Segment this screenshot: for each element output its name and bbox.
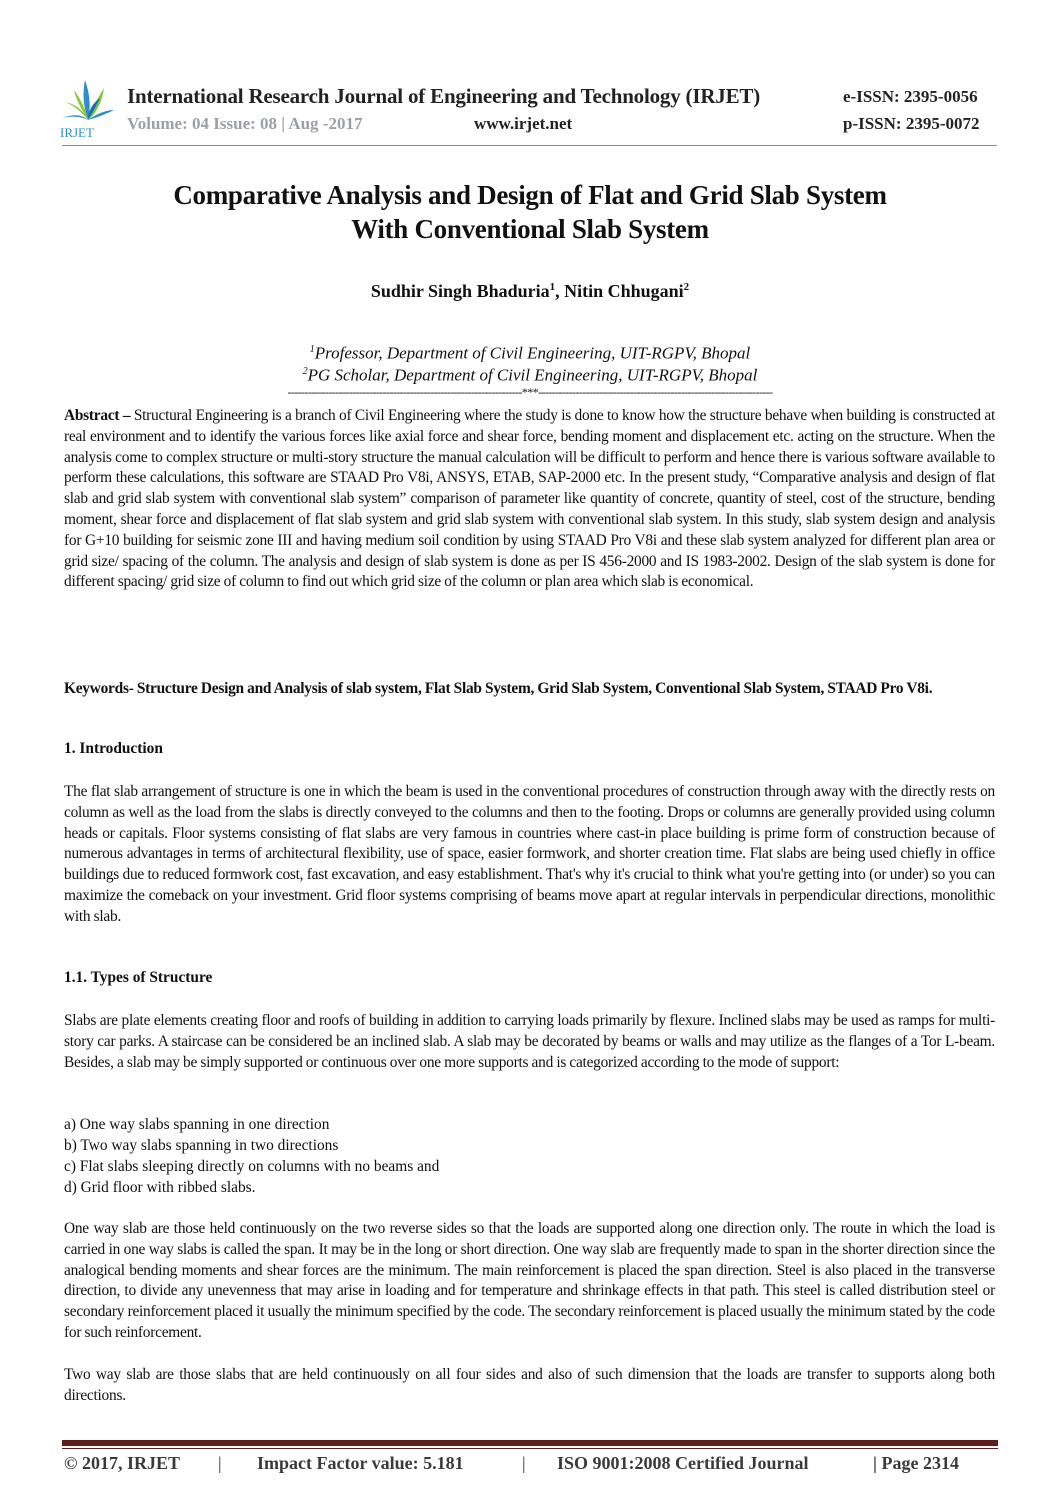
abstract — [64, 406, 995, 593]
footer-separator: | — [218, 1453, 222, 1473]
list-item: b) Two way slabs spanning in two directions — [64, 1137, 339, 1154]
affiliation-text: PG Scholar, Department of Civil Engineering, UIT-RGPV, Bhopal — [307, 365, 758, 385]
abstract-text: Structural Engineering is a branch of Civil Engineering where the study is done to know how the structure behave when building is constructed at real environment and to identify the various forces like axial force and shear force, bending moment and displacement etc. acting on the structure. When the analysis come to complex structure or multi-story structure the manual calculation will be difficult to perform and hence there is various software available to perform these calculations, this software are STAAD Pro V8i, ANSYS, ETAB, SAP-2000 etc. In the present study, “Comparative analysis and design of flat slab and grid slab system with conventional slab system” comparison of parameter like quantity of concrete, quantity of steel, cost of the structure, bending moment, shear force and displacement of flat slab system and grid slab system with conventional slab system. In this study, slab system design and analysis for G+10 building for seismic zone III and having medium soil condition by using STAAD Pro V8i and these slab system analyzed for different plan area or grid size/ spacing of the column. The analysis and design of slab system is done as per IS 456-2000 and IS 1983-2002. Design of the slab system is done for different spacing/ grid size of column to find out which grid size of the column or plan area which slab is economical. — [64, 407, 996, 591]
section-heading-types: 1.1. Types of Structure — [64, 969, 213, 986]
leaf-logo-icon — [58, 74, 118, 140]
list-item: a) One way slabs spanning in one direction — [64, 1116, 330, 1133]
separator-rule: ---------------------------------------------------------------------***--------------------------------------------------------------------- — [287, 385, 773, 399]
title-line-1: Comparative Analysis and Design of Flat and Grid Slab System — [173, 180, 887, 210]
svg-text:IRJET: IRJET — [60, 125, 94, 140]
slab-types-list — [64, 1114, 439, 1198]
footer-separator: | — [522, 1453, 526, 1473]
two-way-slab-paragraph: Two way slab are those slabs that are held continuously on all four sides and also of such dimension that the loads are transfer to supports along both directions. — [64, 1366, 995, 1404]
footer-bar — [62, 1440, 998, 1446]
p-issn: p-ISSN: 2395-0072 — [843, 114, 980, 133]
author-mark: 2 — [683, 281, 690, 293]
irjet-logo — [58, 74, 118, 140]
footer-copyright: © 2017, IRJET — [64, 1453, 180, 1473]
affiliation-mark: 2 — [302, 366, 308, 377]
introduction-paragraph: The flat slab arrangement of structure is one in which the beam is used in the conventional procedures of construction through away with the directly rests on column as well as the load from the slabs is directly conveyed to the columns and then to the footing. Drops or columns are generally provided using column heads or capitals. Floor systems consisting of flat slabs are very famous in countries where cast-in place building is prime form of construction because of numerous advantages in terms of architectural flexibility, use of space, easier formwork, and shorter creation time. Flat slabs are being used chiefly in office buildings due to reduced formwork cost, fast excavation, and easy establishment. That's why it's crucial to think what you're getting into (or under) so you can maximize the comeback on your investment. Grid floor systems comprising of beams move apart at regular intervals in perpendicular directions, monolithic with slab. — [64, 783, 995, 925]
author-name: Nitin Chhugani — [564, 281, 684, 301]
affiliation-2 — [60, 361, 1000, 387]
affiliation-text: Professor, Department of Civil Engineering, UIT-RGPV, Bhopal — [314, 343, 751, 363]
header-divider — [62, 145, 997, 146]
author-mark: 1 — [549, 281, 556, 293]
author-list — [60, 281, 1000, 302]
author-name: Sudhir Singh Bhaduria — [370, 281, 550, 301]
footer-iso: ISO 9001:2008 Certified Journal — [557, 1453, 809, 1473]
list-item: d) Grid floor with ribbed slabs. — [64, 1179, 256, 1196]
one-way-slab-paragraph: One way slab are those held continuously on the two reverse sides so that the loads are supported along one direction only. The route in which the load is carried in one way slabs is called the span. It may be in the long or short direction. One way slab are frequently made to span in the shorter direction since the analogical bending moments and shear forces are the minimum. The main reinforcement is placed the span direction. Steel is also placed in the transverse direction, to divide any unevenness that may arise in loading and for temperature and shrinkage effects in that path. This steel is called distribution steel or secondary reinforcement placed it usually the minimum specified by the code. The secondary reinforcement is placed usually the minimum stated by the code for such reinforcement. — [64, 1220, 995, 1341]
affiliation-mark: 1 — [309, 344, 315, 355]
volume-info: Volume: 04 Issue: 08 | Aug -2017 — [127, 114, 363, 133]
types-paragraph: Slabs are plate elements creating floor and roofs of building in addition to carrying loads primarily by flexure. Inclined slabs may be used as ramps for multi-story car parks. A staircase can be considered be an inclined slab. A slab may be decorated by beams or walls and may utilize as the flanges of a Tor L-beam. Besides, a slab may be simply supported or continuous over one more supports and is categorized according to the mode of support: — [64, 1012, 995, 1071]
title-line-2: With Conventional Slab System — [351, 214, 709, 244]
e-issn: e-ISSN: 2395-0056 — [843, 87, 978, 106]
footer-rule — [62, 1448, 998, 1449]
footer-impact-factor: Impact Factor value: 5.181 — [257, 1453, 464, 1473]
list-item: c) Flat slabs sleeping directly on columns with no beams and — [64, 1158, 440, 1175]
author-separator: , — [555, 281, 565, 301]
footer-page-number: | Page 2314 — [873, 1453, 959, 1473]
journal-website-link[interactable]: www.irjet.net — [474, 114, 573, 133]
paper-title — [60, 178, 1000, 246]
keywords: Keywords- Structure Design and Analysis of slab system, Flat Slab System, Grid Slab System, Conventional Slab System, STAAD Pro V8i. — [64, 680, 933, 697]
journal-title: International Research Journal of Engineering and Technology (IRJET) — [127, 84, 760, 108]
abstract-label: Abstract – — [64, 407, 131, 424]
section-heading-introduction: 1. Introduction — [64, 740, 163, 757]
